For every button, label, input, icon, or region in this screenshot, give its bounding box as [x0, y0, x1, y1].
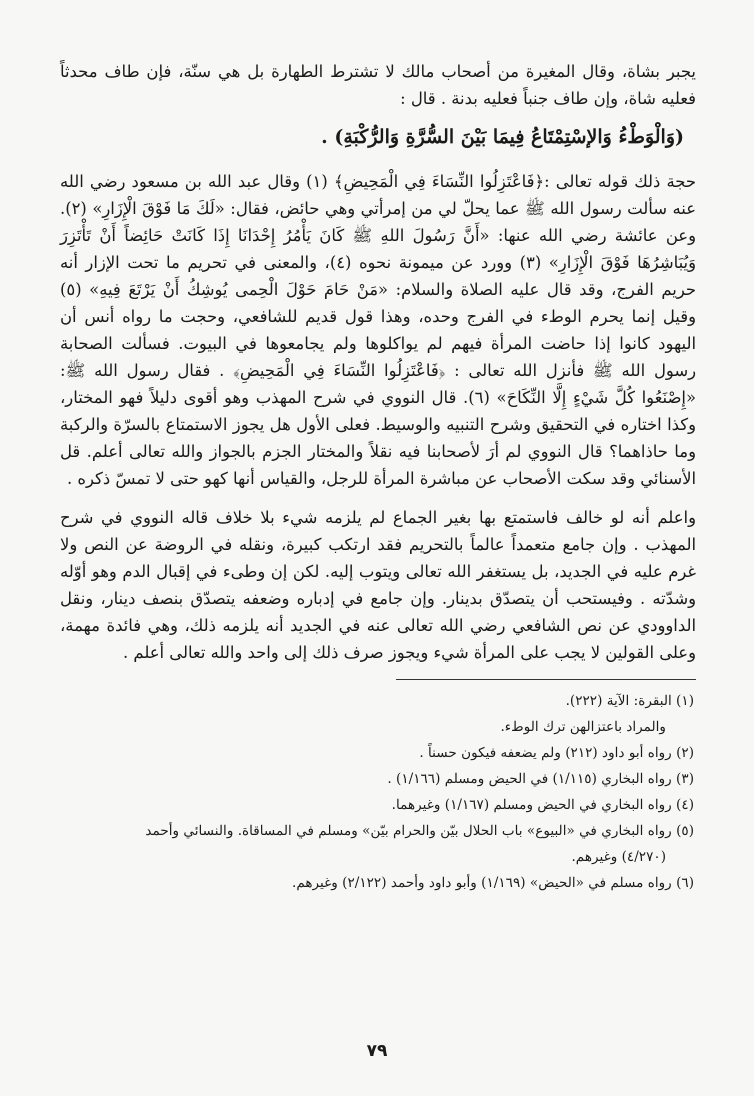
footnote-5-continued: (٤/٢٧٠) وغيرهم.: [571, 849, 666, 865]
footnote-divider: [396, 679, 696, 680]
footnote-4: (٤) رواه البخاري في الحيض ومسلم (١/١٦٧) وغيرهما.: [391, 797, 694, 813]
footnote-1-note: والمراد باعتزالهن ترك الوطء.: [500, 719, 666, 735]
paragraph-evidence: حجة ذلك قوله تعالى :﴿فَاعْتَزِلُوا النِّسَاءَ فِي الْمَحِيضِ﴾ (١) وقال عبد الله بن مسعود رضي الله عنه سألت رسول الله ﷺ عما يحلّ لي من إمرأتي وهي حائض، فقال: «لَكَ مَا فَوْقَ الْإِزَارِ» (٢). وعن عائشة رضي الله عنها: «أَنَّ رَسُولَ اللهِ ﷺ كَانَ يَأْمُرُ إِحْدَانَا إِذَا كَانَتْ حَائِضاً أَنْ تَأْتَزِرَ وَيُبَاشِرُهَا فَوْقَ الْإِزَارِ» (٣) وورد عن ميمونة نحوه (٤)، والمعنى في تحريم ما تحت الإزار أنه حريم الفرج، وقد قال عليه الصلاة والسلام: «مَنْ حَامَ حَوْلَ الْحِمى يُوشِكُ أَنْ يَرْتَعَ فِيهِ» (٥) وقيل إنما يحرم الوطء في الفرج وحده، وهذا قول قديم للشافعي، وحجت ما رواه أنس أن اليهود كانوا إذا حاضت المرأة فيهم لم يواكلوها ولم يجامعوها في البيوت. فسألت الصحابة رسول الله ﷺ فأنزل الله تعالى : ﴿فَاعْتَزِلُوا النِّسَاءَ فِي الْمَحِيضِ﴾ . فقال رسول الله ﷺ: «إِصْنَعُوا كُلَّ شَيْءٍ إِلَّا النِّكَاحَ» (٦). قال النووي في شرح المهذب وهو أقوى دليلاً فهو المختار، وكذا اختاره في التحقيق وشرح التنبيه والوسيط. فعلى الأول هل يجوز الاستمتاع بالسرّة والركبة وما حاذاهما؟ قال النووي لم أرَ لأصحابنا فيه نقلاً والمختار الجزم بالجواز والله تعالى أعلم. قل الأسنائي وقد سكت الأصحاب عن مباشرة المرأة للرجل، والقياس أنها كهو حتى لا تمسّ ذكره .: [60, 172, 697, 488]
footnote-1: (١) البقرة: الآية (٢٢٢).: [565, 693, 694, 709]
page-body: [60, 58, 696, 896]
footnote-2: (٢) رواه أبو داود (٢١٢) ولم يضعفه فيكون حسناً .: [419, 745, 694, 761]
footnote-5: (٥) رواه البخاري في «البيوع» باب الحلال بيّن والحرام بيّن» ومسلم في المساقاة. والنسائي وأحمد: [145, 823, 694, 839]
paragraph-intro: يجبر بشاة، وقال المغيرة من أصحاب مالك لا تشترط الطهارة بل هي سنّة، فإن طاف محدثاً فعليه شاة، وإن طاف جنباً فعليه بدنة . قال :: [60, 62, 696, 108]
footnote-6: (٦) رواه مسلم في «الحيض» (١/١٦٩) وأبو داود وأحمد (٢/١٢٢) وغيرهم.: [292, 875, 694, 891]
paragraph-ruling: واعلم أنه لو خالف فاستمتع بها بغير الجماع لم يلزمه شيء بلا خلاف قاله النووي في شرح المهذب . وإن جامع متعمداً عالماً بالتحريم فقد ارتكب كبيرة، ونقله في الروضة عن النص ولا غرم عليه في الجديد، بل يستغفر الله تعالى ويتوب إليه. لكن إن وطىء في إقبال الدم وهو أوّله وشدّته . وفيستحب أن يتصدّق بدينار. وإن جامع في إدباره وضعفه يتصدّق بنصف دينار، ونقل الداوودي عن نص الشافعي رضي الله تعالى عنه في الجديد أنه يلزمه ذلك، وهي فائدة مهمة، وعلى القولين لا يجب على المرأة شيء ويجوز صرف ذلك إلى واحد والله تعالى أعلم .: [60, 508, 696, 662]
footnotes: [60, 688, 696, 896]
page-number: ٧٩: [366, 1041, 388, 1061]
section-heading: (وَالْوَطْءُ وَالإسْتِمْتَاعُ فِيمَا بَيْنَ السُّرَّةِ وَالرُّكْبَةِ) .: [321, 126, 684, 148]
footnote-3: (٣) رواه البخاري (١/١١٥) في الحيض ومسلم (١/١٦٦) .: [387, 771, 694, 787]
paragraph-gap: [60, 492, 696, 504]
